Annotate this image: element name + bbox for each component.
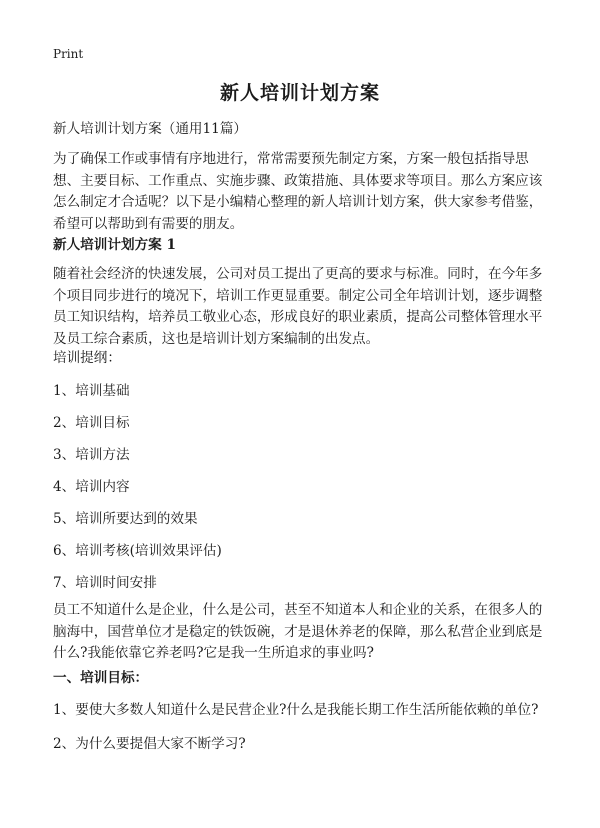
goal-item: 1、要使大多数人知道什么是民营企业?什么是我能长期工作生活所能依赖的单位? <box>53 702 539 718</box>
subtitle: 新人培训计划方案（通用11篇） <box>53 121 248 137</box>
section-1-paragraph: 随着社会经济的快速发展，公司对员工提出了更高的要求与标准。同时，在今年多个项目同步进行的境况下，培训工作更显重要。制定公司全年培训计划，逐步调整员工知识结构，培养员工敬业心态，形成良好的职业素质，提高公司整体管理水平及员工综合素质，这也是培训计划方案编制的出发点。 <box>53 266 543 347</box>
outline-item: 4、培训内容 <box>53 479 130 495</box>
outline-label: 培训提纲： <box>53 350 121 366</box>
employee-paragraph: 员工不知道什么是企业，什么是公司，甚至不知道本人和企业的关系，在很多人的脑海中，国营单位才是稳定的铁饭碗，才是退休养老的保障，那么私营企业到底是什么?我能依靠它养老吗?它是我一生所追求的事业吗? <box>53 602 543 661</box>
page-title: 新人培训计划方案 <box>219 82 380 104</box>
outline-item: 2、培训目标 <box>53 415 130 431</box>
outline-item: 3、培训方法 <box>53 447 130 463</box>
intro-paragraph: 为了确保工作或事情有序地进行，常常需要预先制定方案，方案一般包括指导思想、主要目标、工作重点、实施步骤、政策措施、具体要求等项目。那么方案应该怎么制定才合适呢？以下是小编精心整理的新人培训计划方案，供大家参考借鉴，希望可以帮助到有需要的朋友。 <box>53 151 543 232</box>
print-label: Print <box>53 47 84 61</box>
outline-item: 6、培训考核(培训效果评估) <box>53 543 222 559</box>
goal-item: 2、为什么要提倡大家不断学习? <box>53 736 246 752</box>
outline-item: 5、培训所要达到的效果 <box>53 511 198 527</box>
goal-heading: 一、培训目标： <box>53 670 149 686</box>
section-1-heading: 新人培训计划方案 1 <box>53 237 176 253</box>
outline-item: 7、培训时间安排 <box>53 575 157 591</box>
outline-item: 1、培训基础 <box>53 383 130 399</box>
